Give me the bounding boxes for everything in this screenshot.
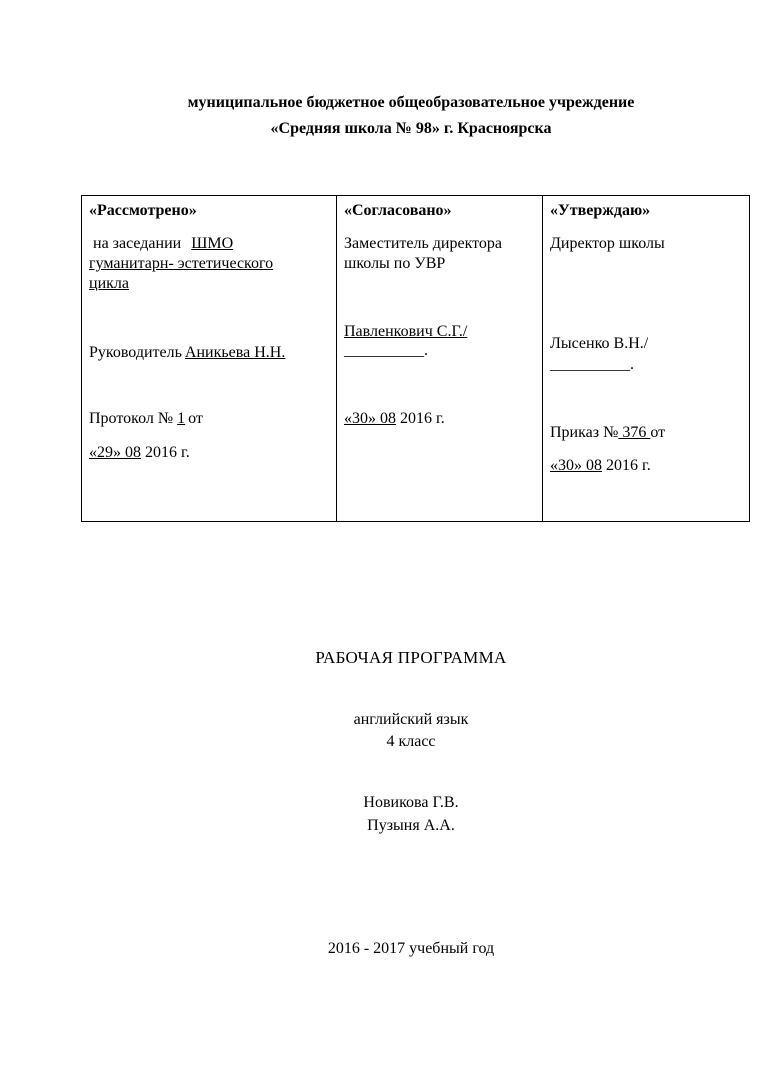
- order-label: Приказ №: [550, 424, 619, 441]
- reviewed-meeting-label: на заседании: [93, 235, 182, 252]
- approval-table: [81, 195, 750, 522]
- approved-date-day: «30» 08: [550, 457, 602, 474]
- agreed-position-line2: школы по УВР: [344, 255, 446, 272]
- table-divider: [336, 196, 337, 521]
- agreed-signature-line: __________.: [344, 342, 428, 359]
- order-from: от: [650, 424, 666, 441]
- document-subject: английский язык: [353, 711, 469, 728]
- approved-date-year: 2016 г.: [606, 457, 651, 474]
- approved-position: Директор школы: [550, 235, 665, 252]
- protocol-label: Протокол №: [89, 410, 174, 427]
- agreed-name: Павленкович С.Г./: [344, 323, 468, 340]
- document-author-1: Новикова Г.В.: [363, 794, 459, 811]
- reviewed-meeting-line: [93, 234, 233, 254]
- school-type-heading: муниципальное бюджетное общеобразовательное учреждение: [187, 94, 635, 111]
- reviewed-head-label: Руководитель: [89, 344, 182, 361]
- reviewed-body-line2: [89, 254, 273, 274]
- document-author-2: Пузыня А.А.: [367, 817, 455, 834]
- agreed-date-day: «30» 08: [344, 410, 396, 427]
- approved-signature-line: __________.: [550, 356, 634, 373]
- order-number: 376: [618, 424, 651, 441]
- reviewed-body-abbrev: ШМО: [191, 235, 234, 252]
- reviewed-head-name: Аникьева Н.Н.: [184, 344, 286, 361]
- reviewed-body-line3: [89, 274, 129, 294]
- agreed-date-year: 2016 г.: [400, 410, 445, 427]
- table-divider: [542, 196, 543, 521]
- school-name-heading: «Средняя школа № 98» г. Красноярска: [270, 120, 552, 137]
- approved-date-line: [550, 456, 651, 476]
- reviewed-date-day: «29» 08: [89, 444, 141, 461]
- agreed-name-line: [344, 322, 467, 342]
- agreed-heading: «Согласовано»: [344, 202, 452, 219]
- agreed-date-line: [344, 409, 445, 429]
- approved-order-line: [550, 423, 665, 443]
- approved-name: Лысенко В.Н./: [550, 335, 649, 352]
- agreed-position-line1: Заместитель директора: [344, 235, 503, 252]
- protocol-from: от: [188, 410, 203, 427]
- document-academic-year: 2016 - 2017 учебный год: [327, 940, 495, 957]
- reviewed-protocol-line: [89, 409, 203, 429]
- document-grade: 4 класс: [386, 733, 436, 750]
- approved-heading: «Утверждаю»: [550, 202, 651, 219]
- reviewed-body-name: гуманитарн- эстетического: [89, 255, 274, 272]
- reviewed-date-line: [89, 443, 190, 463]
- reviewed-head-line: [89, 343, 285, 363]
- reviewed-heading: «Рассмотрено»: [89, 202, 197, 219]
- protocol-number: 1: [177, 410, 186, 427]
- document-title: РАБОЧАЯ ПРОГРАММА: [315, 648, 507, 667]
- reviewed-date-year: 2016 г.: [145, 444, 190, 461]
- reviewed-body-cycle: цикла: [89, 275, 129, 292]
